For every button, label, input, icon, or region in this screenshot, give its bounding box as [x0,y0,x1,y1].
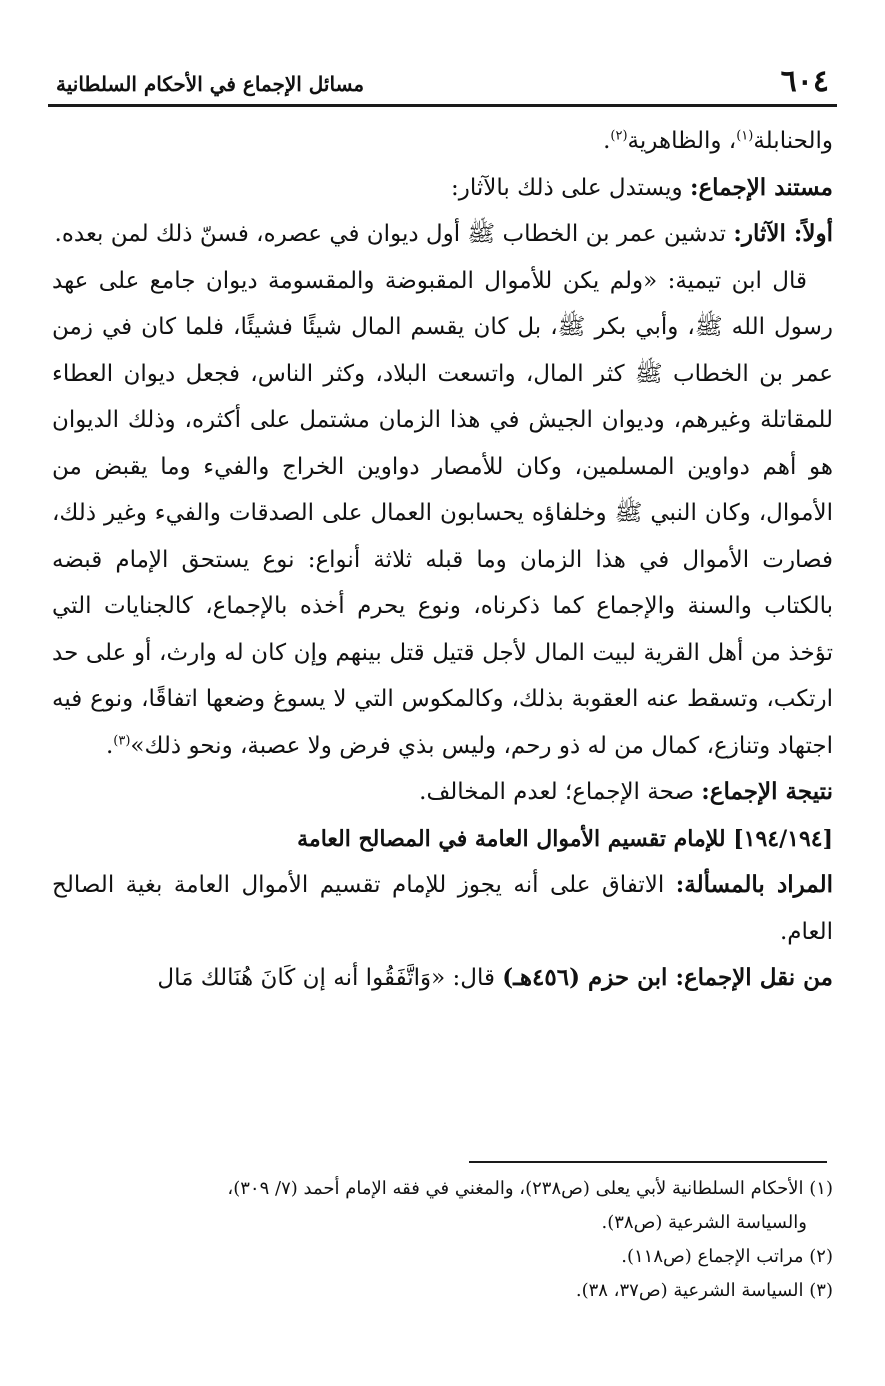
footnote-1: (١) الأحكام السلطانية لأبي يعلى (ص٢٣٨)، والمغني في فقه الإمام أحمد (٧/ ٣٠٩)، [227,1178,833,1199]
running-title: مسائل الإجماع في الأحكام السلطانية [56,72,365,96]
evidence-label: مستند الإجماع: [689,173,833,201]
result-label: نتيجة الإجماع: [701,778,833,805]
paragraph-first-athar: أولاً: الآثار: تدشين عمر بن الخطاب ﷺ أول ديوان في عصره، فسنّ ذلك لمن بعده. [54,220,833,247]
footnote-ref-3[interactable]: (٣) [113,732,131,748]
footnote-1-continued: والسياسة الشرعية (ص٣٨). [601,1212,807,1233]
page-number: ٦٠٤ [780,64,829,99]
athar-label: أولاً: الآثار: [733,220,833,247]
footnote-3: (٣) السياسة الشرعية (ص٣٧، ٣٨). [575,1280,833,1301]
paragraph-evidence: مستند الإجماع: ويستدل على ذلك بالآثار: [451,173,833,201]
main-text [52,118,833,1002]
paragraph-schools: والحنابلة$^{(١)}$، والظاهرية$^{(٢)}$. [603,128,833,154]
paragraph-ibn-taymiyya-quote: قال ابن تيمية: «ولم يكن للأموال المقبوضة والمقسومة ديوان جامع على عهد رسول الله ﷺ، وأبي بكر ﷺ، بل كان يقسم المال شيئًا فشيئًا، فلما كان في زمن عمر بن الخطاب ﷺ كثر المال، واتسعت البلاد، وكثر الناس، فجعل ديوان العطاء للمقاتلة وغيرهم، وديوان الجيش في هذا الزمان مشتمل على أكثره، وذلك الديوان هو أهم دواوين المسلمين، وكان للأمصار دواوين الخراج والفيء وما يقبض من الأموال، وكان النبي ﷺ وخلفاؤه يحسابون العمال على الصدقات والفيء وغير ذلك، فصارت الأموال في هذا الزمان وما قبله ثلاثة أنواع: نوع يستحق الإمام قبضه بالكتاب والسنة والإجماع كما ذكرناه، ونوع يحرم أخذه بالإجماع، كالجنايات التي تؤخذ من أهل القرية لبيت المال لأجل قتيل قتل بينهم وإن كان له وارث، أو على حد ارتكب، وتسقط عنه العقوبة بذلك، وكالمكوس التي لا يسوغ وضعها اتفاقًا، ونوع فيه اجتهاد وتنازع، كمال من له ذو رحم، وليس بذي فرض ولا عصبة، ونحو ذلك»$^{(٣)}$. [52,267,834,759]
footnotes [52,1172,833,1308]
footnote-separator [469,1161,827,1163]
footnote-ref-2[interactable]: (٢) [610,128,628,144]
footnote-2: (٢) مراتب الإجماع (ص١١٨). [621,1246,833,1267]
footnote-ref-1[interactable]: (١) [736,128,754,144]
meaning-label: المراد بالمسألة: [675,871,833,898]
transmitter-label: من نقل الإجماع: [675,964,833,991]
transmitter-name: ابن حزم (٤٥٦هـ) [502,964,676,991]
paragraph-result: نتيجة الإجماع: صحة الإجماع؛ لعدم المخالف. [419,778,833,805]
paragraph-meaning: المراد بالمسألة: الاتفاق على أنه يجوز للإمام تقسيم الأموال العامة بغية الصالح العام. [52,871,833,945]
paragraph-transmitter: من نقل الإجماع: ابن حزم (٤٥٦هـ) قال: «وَاتَّفَقُوا أنه إن كَانَ هُنَالك مَال [157,964,833,991]
section-title: [١٩٤/١٩٤] للإمام تقسيم الأموال العامة في المصالح العامة [297,825,833,852]
page-header [48,62,837,107]
